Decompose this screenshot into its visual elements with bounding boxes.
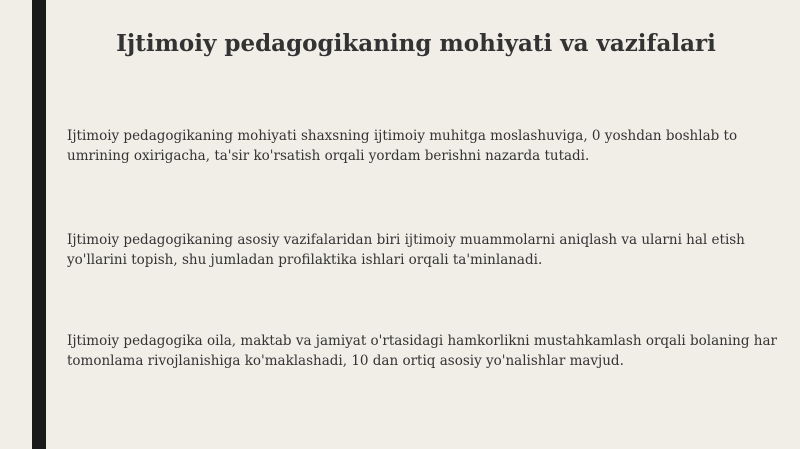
paragraph-essence: Ijtimoiy pedagogikaning mohiyati shaxsning ijtimoiy muhitga moslashuviga, 0 yoshdan boshlab to umrining oxirigacha, ta'sir ko'rsatish orqali yordam berishni nazarda tutadi.	[67, 128, 738, 164]
accent-bar	[32, 0, 46, 449]
paragraph-cooperation: Ijtimoiy pedagogika oila, maktab va jamiyat o'rtasidagi hamkorlikni mustahkamlash orqali bolaning har tomonlama rivojlanishiga ko'maklashadi, 10 dan ortiq asosiy yo'nalishlar mavjud.	[67, 333, 777, 369]
paragraph-tasks: Ijtimoiy pedagogikaning asosiy vazifalaridan biri ijtimoiy muammolarni aniqlash va ularni hal etish yo'llarini topish, shu jumladan profilaktika ishlari orqali ta'minlanadi.	[67, 232, 745, 268]
slide-title: Ijtimoiy pedagogikaning mohiyati va vazifalari	[116, 30, 716, 57]
